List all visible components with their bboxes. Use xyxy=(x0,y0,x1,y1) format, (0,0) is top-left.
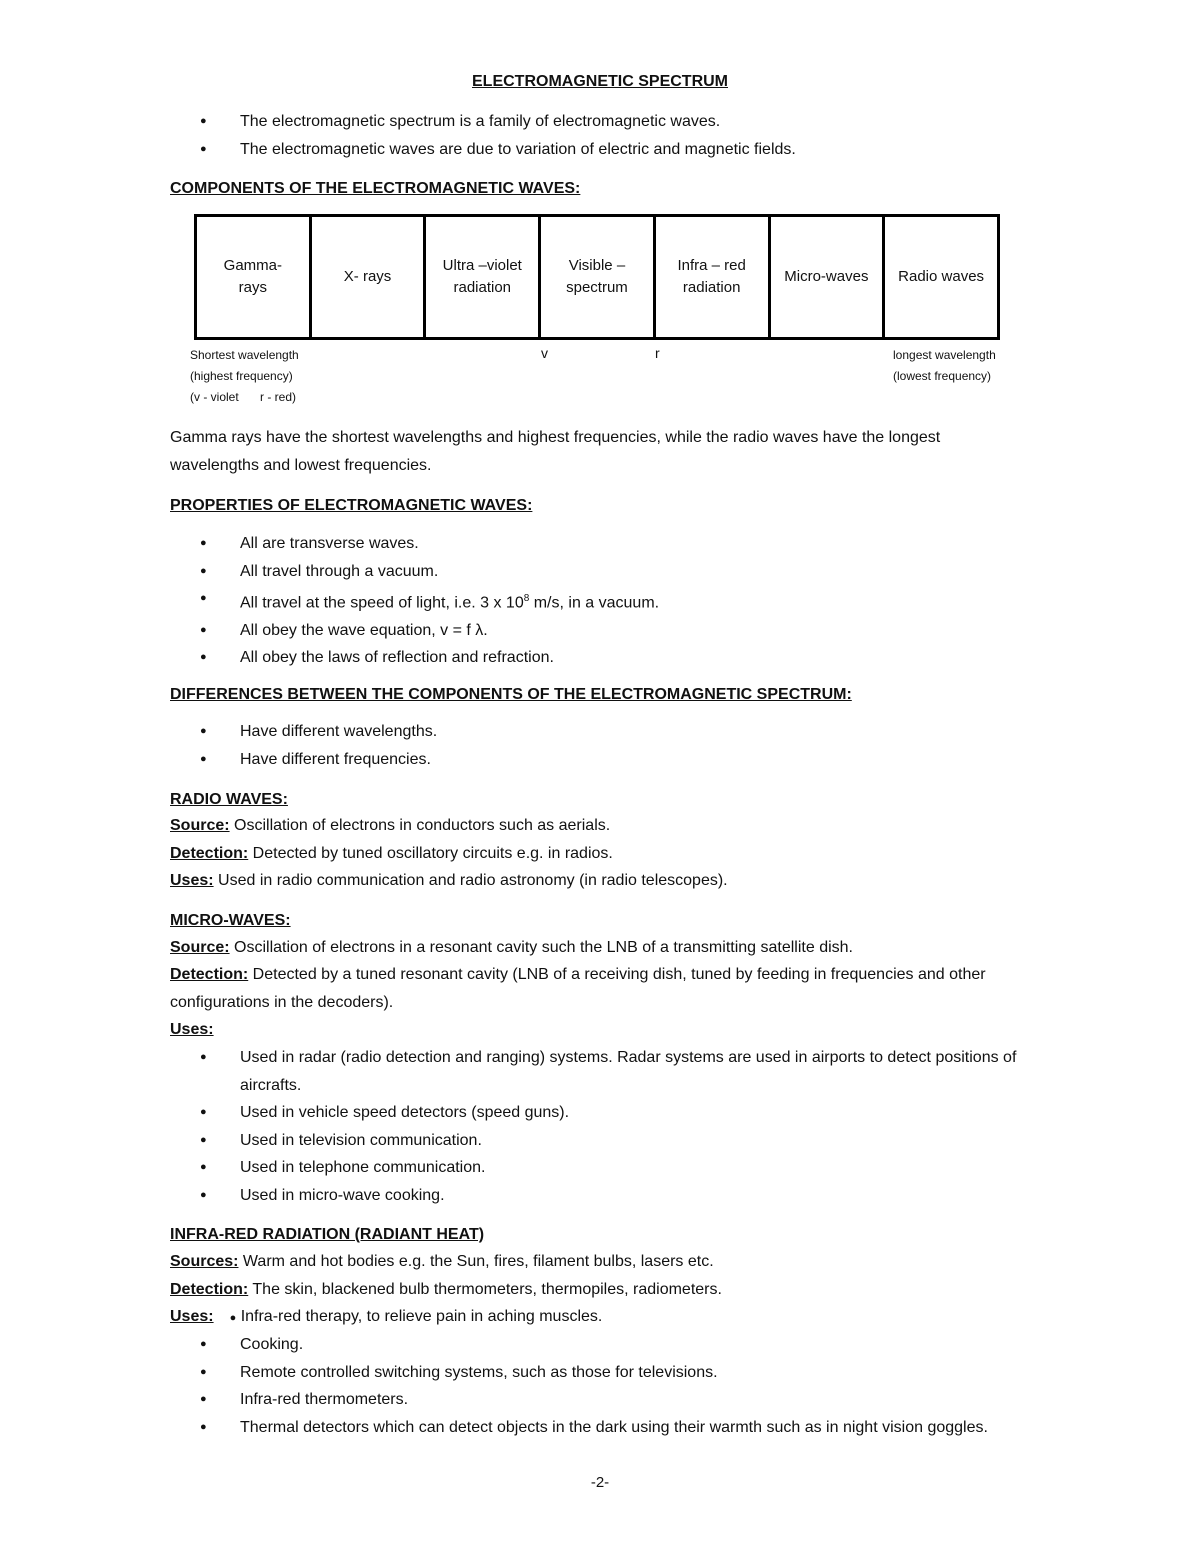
list-item xyxy=(200,585,1030,617)
radio-detection xyxy=(170,840,1030,868)
label: Sources: xyxy=(170,1253,239,1270)
bullet-icon: ● xyxy=(229,1312,237,1324)
properties-list xyxy=(200,530,1030,672)
item-text: All travel at the speed of light, i.e. 3 x 10 xyxy=(240,594,524,612)
superscript: 8 xyxy=(523,593,530,604)
scale-mark-r: r xyxy=(655,345,660,361)
cell-text: Visible – xyxy=(568,257,626,274)
list-item: ● Used in radar (radio detection and ranging) systems. Radar systems are used in airports to detect positions of aircrafts. xyxy=(200,1044,1030,1099)
cell-text: Ultra –violet xyxy=(442,257,522,274)
list-item: ● Thermal detectors which can detect objects in the dark using their warmth such as in night vision goggles. xyxy=(200,1414,1030,1442)
list-item: ● All obey the wave equation, v = f λ. xyxy=(200,617,1030,645)
text: Detected by tuned oscillatory circuits e.g. in radios. xyxy=(248,845,613,862)
label: Uses: xyxy=(170,872,214,889)
scale-right-1: longest wavelength xyxy=(893,348,996,362)
spectrum-cell-uv xyxy=(425,216,540,339)
micro-uses-list xyxy=(200,1044,1030,1209)
radio-uses xyxy=(170,867,1030,895)
list-item: ● Used in television communication. xyxy=(200,1127,1030,1155)
scale-left-3b: r - red) xyxy=(260,390,296,404)
list-item: ● The electromagnetic waves are due to variation of electric and magnetic fields. xyxy=(200,136,1030,164)
text: Infra-red therapy, to relieve pain in aching muscles. xyxy=(240,1308,603,1325)
micro-source xyxy=(170,934,1030,962)
list-item: ● Used in vehicle speed detectors (speed guns). xyxy=(200,1099,1030,1127)
gamma-note: Gamma rays have the shortest wavelengths and highest frequencies, while the radio waves have the longest wavelengths and lowest frequencies. xyxy=(170,429,941,474)
text: Oscillation of electrons in a resonant cavity such the LNB of a transmitting satellite dish. xyxy=(229,939,853,956)
list-item: ● All are transverse waves. xyxy=(200,530,1030,558)
label: Uses: xyxy=(170,1021,214,1038)
intro-list xyxy=(200,108,1030,163)
cell-text: radiation xyxy=(682,279,741,296)
text: Warm and hot bodies e.g. the Sun, fires, filament bulbs, lasers etc. xyxy=(238,1253,714,1270)
page-title: ELECTROMAGNETIC SPECTRUM xyxy=(472,73,728,90)
scale-left-3a: (v - violet xyxy=(190,390,239,404)
radio-heading: RADIO WAVES: xyxy=(170,791,288,808)
list-item: ● Have different wavelengths. xyxy=(200,718,1030,746)
properties-heading: PROPERTIES OF ELECTROMAGNETIC WAVES: xyxy=(170,497,533,514)
spectrum-cell-microwave xyxy=(769,216,884,339)
text: Detected by a tuned resonant cavity (LNB of a receiving dish, tuned by feeding in frequencies and other configurations in the decoders). xyxy=(170,966,986,1011)
micro-uses-label xyxy=(170,1016,1030,1044)
cell-text: X- rays xyxy=(343,268,392,285)
differences-heading: DIFFERENCES BETWEEN THE COMPONENTS OF THE ELECTROMAGNETIC SPECTRUM: xyxy=(170,686,852,703)
cell-text: rays xyxy=(238,279,268,296)
text: Oscillation of electrons in conductors such as aerials. xyxy=(229,817,611,834)
label: Source: xyxy=(170,939,230,956)
components-heading: COMPONENTS OF THE ELECTROMAGNETIC WAVES: xyxy=(170,180,581,197)
label: Detection: xyxy=(170,845,249,862)
cell-text: Micro-waves xyxy=(784,268,869,285)
cell-text: spectrum xyxy=(566,279,628,296)
infrared-uses-list xyxy=(200,1331,1030,1441)
page-number: -2- xyxy=(590,1474,610,1491)
list-item: ● Have different frequencies. xyxy=(200,746,1030,774)
scale-left-1: Shortest wavelength xyxy=(190,348,299,362)
infrared-uses-first xyxy=(170,1303,1030,1332)
item-text: m/s, in a vacuum. xyxy=(529,594,660,612)
cell-text: Radio waves xyxy=(898,268,985,285)
list-item: ● All travel through a vacuum. xyxy=(200,558,1030,586)
micro-detection xyxy=(170,961,1030,1017)
text: The skin, blackened bulb thermometers, thermopiles, radiometers. xyxy=(248,1281,722,1298)
label: Uses: xyxy=(170,1308,214,1325)
scale-mark-v: v xyxy=(541,345,548,361)
cell-text: Gamma- xyxy=(223,257,283,274)
list-item: ● Used in micro-wave cooking. xyxy=(200,1182,1030,1210)
list-item: ● Infra-red thermometers. xyxy=(200,1386,1030,1414)
spectrum-cell-xray xyxy=(310,216,425,339)
differences-list xyxy=(200,718,1030,773)
cell-text: radiation xyxy=(453,279,512,296)
label: Detection: xyxy=(170,966,249,983)
text: Used in radio communication and radio astronomy (in radio telescopes). xyxy=(213,872,728,889)
label: Source: xyxy=(170,817,230,834)
spectrum-cell-visible xyxy=(540,216,655,339)
scale-right-2: (lowest frequency) xyxy=(893,369,992,383)
spectrum-cell-infrared xyxy=(654,216,769,339)
micro-heading: MICRO-WAVES: xyxy=(170,912,291,929)
infrared-source xyxy=(170,1248,1030,1276)
infrared-detection xyxy=(170,1276,1030,1304)
spectrum-table xyxy=(194,214,1000,340)
list-item: ● The electromagnetic spectrum is a family of electromagnetic waves. xyxy=(200,108,1030,136)
spectrum-cell-radio xyxy=(884,216,999,339)
scale-left-2: (highest frequency) xyxy=(190,369,293,383)
infrared-heading: INFRA-RED RADIATION (RADIANT HEAT) xyxy=(170,1226,485,1243)
label: Detection: xyxy=(170,1281,249,1298)
list-item: ● Used in telephone communication. xyxy=(200,1154,1030,1182)
list-item: ● All obey the laws of reflection and refraction. xyxy=(200,644,1030,672)
list-item: ● Remote controlled switching systems, such as those for televisions. xyxy=(200,1359,1030,1387)
radio-source xyxy=(170,812,1030,840)
spectrum-cell-gamma xyxy=(196,216,311,339)
list-item: ● Cooking. xyxy=(200,1331,1030,1359)
cell-text: Infra – red xyxy=(677,257,746,274)
